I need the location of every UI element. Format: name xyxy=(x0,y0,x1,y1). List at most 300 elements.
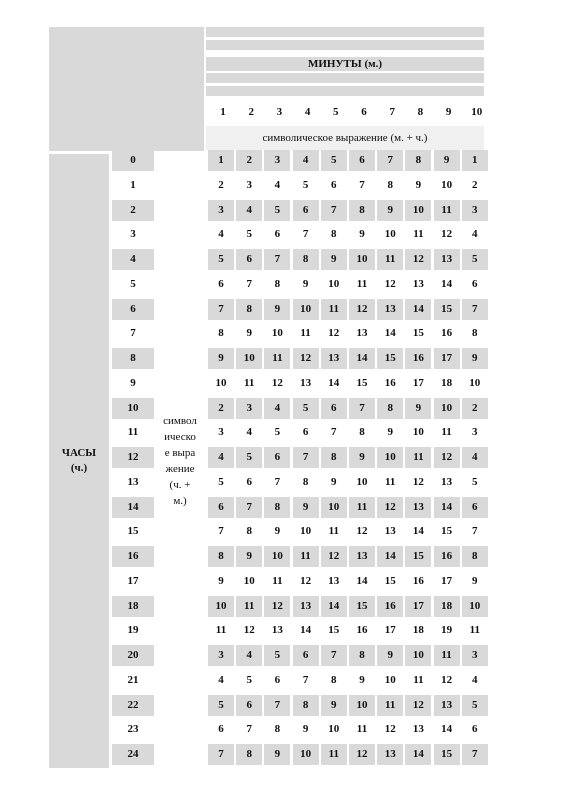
table-cell: 11 xyxy=(434,422,460,443)
hours-title-unit: (ч.) xyxy=(70,462,88,474)
table-cell: 7 xyxy=(377,150,403,171)
table-cell: 11 xyxy=(405,447,431,468)
table-cell: 10 xyxy=(462,596,488,617)
table-cell: 10 xyxy=(293,299,319,320)
table-cell: 5 xyxy=(208,249,234,270)
table-cell: 9 xyxy=(321,249,347,270)
table-cell: 12 xyxy=(293,348,319,369)
table-cell: 8 xyxy=(349,200,375,221)
table-cell: 9 xyxy=(236,323,262,344)
table-cell: 9 xyxy=(264,299,290,320)
table-cell: 14 xyxy=(349,571,375,592)
hours-symbolic-label: символическое выражение (ч. + м.) xyxy=(163,415,197,507)
table-cell: 10 xyxy=(321,497,347,518)
table-cell: 15 xyxy=(321,620,347,641)
table-cell: 13 xyxy=(321,348,347,369)
table-cell: 4 xyxy=(208,670,234,691)
table-cell: 7 xyxy=(321,645,347,666)
hour-index-cell: 18 xyxy=(112,596,154,617)
table-cell: 11 xyxy=(293,323,319,344)
table-cell: 13 xyxy=(434,249,460,270)
table-cell: 4 xyxy=(264,398,290,419)
table-cell: 9 xyxy=(462,571,488,592)
table-cell: 11 xyxy=(434,645,460,666)
table-cell: 9 xyxy=(377,422,403,443)
table-cell: 5 xyxy=(236,447,262,468)
table-cell: 10 xyxy=(462,373,488,394)
table-cell: 3 xyxy=(236,398,262,419)
hours-title-column xyxy=(49,154,109,768)
table-cell: 6 xyxy=(462,719,488,740)
table-cell: 2 xyxy=(462,398,488,419)
hour-index-cell: 13 xyxy=(112,472,154,493)
table-cell: 12 xyxy=(377,274,403,295)
hours-title xyxy=(54,446,104,476)
table-cell: 7 xyxy=(462,299,488,320)
table-cell: 6 xyxy=(264,224,290,245)
table-cell: 8 xyxy=(264,274,290,295)
table-cell: 6 xyxy=(208,274,234,295)
table-cell: 13 xyxy=(293,373,319,394)
hour-index-cell: 12 xyxy=(112,447,154,468)
table-cell: 8 xyxy=(293,472,319,493)
table-cell: 7 xyxy=(264,695,290,716)
table-cell: 12 xyxy=(405,695,431,716)
table-cell: 10 xyxy=(434,398,460,419)
minutes-symbolic-label: символическое выражение (м. + ч.) xyxy=(206,126,484,150)
table-cell: 8 xyxy=(293,695,319,716)
table-cell: 10 xyxy=(405,645,431,666)
table-cell: 13 xyxy=(405,274,431,295)
hour-index-cell: 16 xyxy=(112,546,154,567)
table-cell: 10 xyxy=(405,200,431,221)
table-cell: 11 xyxy=(293,546,319,567)
table-cell: 6 xyxy=(293,422,319,443)
hour-index-cell: 9 xyxy=(112,373,154,394)
minute-column-header: 3 xyxy=(276,106,283,118)
table-cell: 1 xyxy=(462,150,488,171)
table-cell: 10 xyxy=(321,719,347,740)
table-cell: 8 xyxy=(264,719,290,740)
table-cell: 5 xyxy=(264,422,290,443)
header-stripe xyxy=(206,73,484,83)
table-cell: 5 xyxy=(236,224,262,245)
table-cell: 5 xyxy=(293,398,319,419)
table-cell: 8 xyxy=(321,670,347,691)
table-cell: 11 xyxy=(236,373,262,394)
table-cell: 7 xyxy=(236,497,262,518)
table-cell: 8 xyxy=(208,323,234,344)
table-cell: 13 xyxy=(434,472,460,493)
table-cell: 5 xyxy=(293,175,319,196)
table-cell: 18 xyxy=(405,620,431,641)
table-cell: 4 xyxy=(236,422,262,443)
table-cell: 18 xyxy=(434,373,460,394)
minute-column-header: 5 xyxy=(333,106,339,118)
table-cell: 6 xyxy=(321,175,347,196)
table-cell: 7 xyxy=(208,299,234,320)
table-cell: 13 xyxy=(349,323,375,344)
table-cell: 7 xyxy=(236,719,262,740)
table-cell: 2 xyxy=(462,175,488,196)
table-cell: 8 xyxy=(321,447,347,468)
table-cell: 8 xyxy=(236,521,262,542)
hour-index-cell: 7 xyxy=(112,323,154,344)
hour-index-cell: 6 xyxy=(112,299,154,320)
table-cell: 8 xyxy=(293,249,319,270)
table-cell: 3 xyxy=(208,200,234,221)
table-cell: 15 xyxy=(405,546,431,567)
table-cell: 6 xyxy=(321,398,347,419)
hour-index-cell: 8 xyxy=(112,348,154,369)
table-cell: 11 xyxy=(349,497,375,518)
table-cell: 14 xyxy=(377,323,403,344)
table-cell: 11 xyxy=(377,472,403,493)
header-stripe xyxy=(206,86,484,96)
table-cell: 3 xyxy=(462,645,488,666)
table-cell: 7 xyxy=(349,175,375,196)
table-cell: 9 xyxy=(349,447,375,468)
table-cell: 10 xyxy=(377,224,403,245)
table-cell: 9 xyxy=(321,472,347,493)
table-cell: 9 xyxy=(208,348,234,369)
table-cell: 3 xyxy=(462,200,488,221)
table-cell: 16 xyxy=(405,571,431,592)
minute-column-header: 6 xyxy=(361,106,367,118)
table-cell: 5 xyxy=(462,695,488,716)
hour-index-cell: 1 xyxy=(112,175,154,196)
table-cell: 14 xyxy=(405,299,431,320)
hour-index-cell: 5 xyxy=(112,274,154,295)
table-cell: 13 xyxy=(434,695,460,716)
minute-column-header: 8 xyxy=(417,106,424,118)
table-cell: 10 xyxy=(321,274,347,295)
hour-index-cell: 20 xyxy=(112,645,154,666)
table-cell: 8 xyxy=(321,224,347,245)
hour-index-cell: 2 xyxy=(112,200,154,221)
table-cell: 4 xyxy=(462,447,488,468)
hour-index-cell: 11 xyxy=(112,422,154,443)
table-cell: 10 xyxy=(377,670,403,691)
table-cell: 14 xyxy=(434,497,460,518)
table-cell: 11 xyxy=(349,719,375,740)
table-cell: 8 xyxy=(405,150,431,171)
table-cell: 6 xyxy=(236,695,262,716)
table-cell: 5 xyxy=(236,670,262,691)
table-cell: 4 xyxy=(462,670,488,691)
hour-index-cell: 24 xyxy=(112,744,154,765)
table-cell: 11 xyxy=(264,348,290,369)
table-cell: 12 xyxy=(321,323,347,344)
table-cell: 9 xyxy=(236,546,262,567)
hour-index-cell: 19 xyxy=(112,620,154,641)
table-cell: 6 xyxy=(236,249,262,270)
hour-index-cell: 21 xyxy=(112,670,154,691)
table-cell: 11 xyxy=(405,224,431,245)
table-cell: 11 xyxy=(236,596,262,617)
minutes-header xyxy=(206,27,484,151)
table-cell: 13 xyxy=(293,596,319,617)
table-cell: 4 xyxy=(208,447,234,468)
table-cell: 8 xyxy=(349,422,375,443)
table-cell: 4 xyxy=(208,224,234,245)
table-cell: 12 xyxy=(377,497,403,518)
table-cell: 6 xyxy=(462,274,488,295)
table-cell: 11 xyxy=(264,571,290,592)
table-cell: 4 xyxy=(293,150,319,171)
table-cell: 7 xyxy=(293,447,319,468)
table-cell: 15 xyxy=(377,571,403,592)
table-cell: 14 xyxy=(434,719,460,740)
table-cell: 11 xyxy=(377,249,403,270)
table-cell: 9 xyxy=(264,521,290,542)
table-cell: 10 xyxy=(405,422,431,443)
table-cell: 2 xyxy=(208,175,234,196)
header-stripe xyxy=(206,40,484,50)
table-cell: 7 xyxy=(264,472,290,493)
table-cell: 16 xyxy=(377,373,403,394)
table-cell: 9 xyxy=(208,571,234,592)
table-cell: 10 xyxy=(264,323,290,344)
table-cell: 17 xyxy=(434,571,460,592)
table-cell: 11 xyxy=(377,695,403,716)
hours-title-line: ЧАСЫ xyxy=(61,447,97,459)
table-cell: 13 xyxy=(321,571,347,592)
hour-index-cell: 0 xyxy=(112,150,154,171)
table-cell: 12 xyxy=(264,596,290,617)
hour-index-cell: 10 xyxy=(112,398,154,419)
table-cell: 5 xyxy=(462,249,488,270)
table-cell: 8 xyxy=(462,323,488,344)
table-cell: 11 xyxy=(434,200,460,221)
minutes-number-row xyxy=(206,100,484,124)
table-cell: 17 xyxy=(434,348,460,369)
table-cell: 15 xyxy=(434,744,460,765)
table-cell: 4 xyxy=(236,200,262,221)
table-cell: 9 xyxy=(293,719,319,740)
table-cell: 9 xyxy=(293,497,319,518)
minute-column-header: 2 xyxy=(248,106,254,118)
table-cell: 6 xyxy=(236,472,262,493)
table-cell: 11 xyxy=(462,620,488,641)
table-cell: 5 xyxy=(264,645,290,666)
table-cell: 7 xyxy=(321,422,347,443)
table-cell: 10 xyxy=(349,249,375,270)
table-cell: 12 xyxy=(264,373,290,394)
table-cell: 10 xyxy=(236,348,262,369)
table-cell: 9 xyxy=(377,200,403,221)
table-cell: 3 xyxy=(236,175,262,196)
table-cell: 9 xyxy=(264,744,290,765)
table-cell: 6 xyxy=(264,670,290,691)
table-cell: 6 xyxy=(208,497,234,518)
table-cell: 7 xyxy=(208,744,234,765)
table-cell: 9 xyxy=(462,348,488,369)
table-cell: 10 xyxy=(293,521,319,542)
table-cell: 10 xyxy=(349,695,375,716)
table-cell: 11 xyxy=(208,620,234,641)
table-cell: 7 xyxy=(462,744,488,765)
table-cell: 8 xyxy=(377,175,403,196)
table-cell: 14 xyxy=(377,546,403,567)
table-cell: 11 xyxy=(349,274,375,295)
table-cell: 15 xyxy=(434,521,460,542)
table-cell: 14 xyxy=(293,620,319,641)
table-cell: 16 xyxy=(349,620,375,641)
table-cell: 16 xyxy=(434,546,460,567)
table-cell: 13 xyxy=(377,299,403,320)
table-cell: 17 xyxy=(405,596,431,617)
table-cell: 13 xyxy=(377,521,403,542)
table-cell: 14 xyxy=(321,373,347,394)
table-cell: 12 xyxy=(321,546,347,567)
hour-index-cell: 14 xyxy=(112,497,154,518)
table-cell: 10 xyxy=(236,571,262,592)
table-cell: 12 xyxy=(236,620,262,641)
table-cell: 12 xyxy=(405,472,431,493)
hour-index-cell: 23 xyxy=(112,719,154,740)
table-cell: 3 xyxy=(208,422,234,443)
hour-index-cell: 15 xyxy=(112,521,154,542)
table-cell: 4 xyxy=(264,175,290,196)
table-cell: 8 xyxy=(462,546,488,567)
table-cell: 8 xyxy=(236,744,262,765)
table-cell: 13 xyxy=(377,744,403,765)
table-cell: 17 xyxy=(377,620,403,641)
table-cell: 13 xyxy=(264,620,290,641)
table-cell: 10 xyxy=(208,373,234,394)
table-cell: 5 xyxy=(208,472,234,493)
table-cell: 9 xyxy=(349,224,375,245)
table-cell: 13 xyxy=(405,497,431,518)
table-cell: 9 xyxy=(293,274,319,295)
table-cell: 7 xyxy=(208,521,234,542)
table-cell: 8 xyxy=(349,645,375,666)
table-cell: 10 xyxy=(434,175,460,196)
table-cell: 7 xyxy=(264,249,290,270)
table-cell: 16 xyxy=(434,323,460,344)
table-cell: 1 xyxy=(208,150,234,171)
table-cell: 9 xyxy=(321,695,347,716)
table-cell: 7 xyxy=(236,274,262,295)
table-cell: 7 xyxy=(321,200,347,221)
table-cell: 6 xyxy=(349,150,375,171)
table-cell: 8 xyxy=(264,497,290,518)
minute-column-header: 10 xyxy=(471,106,483,118)
header-stripe xyxy=(206,27,484,37)
table-cell: 12 xyxy=(349,744,375,765)
table-cell: 11 xyxy=(321,744,347,765)
table-cell: 13 xyxy=(349,546,375,567)
table-cell: 7 xyxy=(462,521,488,542)
table-cell: 15 xyxy=(434,299,460,320)
table-cell: 14 xyxy=(405,521,431,542)
table-cell: 10 xyxy=(349,472,375,493)
hour-index-cell: 22 xyxy=(112,695,154,716)
table-cell: 12 xyxy=(434,670,460,691)
table-cell: 17 xyxy=(405,373,431,394)
table-cell: 12 xyxy=(405,249,431,270)
table-cell: 3 xyxy=(208,645,234,666)
table-cell: 14 xyxy=(434,274,460,295)
table-cell: 6 xyxy=(264,447,290,468)
table-cell: 10 xyxy=(293,744,319,765)
table-cell: 9 xyxy=(405,175,431,196)
minute-column-header: 9 xyxy=(445,106,452,118)
table-cell: 12 xyxy=(349,299,375,320)
table-cell: 4 xyxy=(462,224,488,245)
table-cell: 13 xyxy=(405,719,431,740)
table-cell: 15 xyxy=(349,373,375,394)
minute-column-header: 7 xyxy=(389,106,395,118)
table-cell: 6 xyxy=(208,719,234,740)
hours-symbolic-column xyxy=(156,154,204,768)
table-cell: 7 xyxy=(293,224,319,245)
table-cell: 8 xyxy=(236,299,262,320)
table-cell: 15 xyxy=(349,596,375,617)
hour-index-cell: 3 xyxy=(112,224,154,245)
minute-column-header: 4 xyxy=(304,106,311,118)
table-cell: 18 xyxy=(434,596,460,617)
table-cell: 9 xyxy=(405,398,431,419)
table-cell: 5 xyxy=(208,695,234,716)
minutes-title: МИНУТЫ (м.) xyxy=(206,57,484,71)
table-cell: 11 xyxy=(405,670,431,691)
minute-column-header: 1 xyxy=(220,106,226,118)
table-cell: 5 xyxy=(462,472,488,493)
table-cell: 8 xyxy=(208,546,234,567)
table-cell: 19 xyxy=(434,620,460,641)
table-cell: 2 xyxy=(208,398,234,419)
table-cell: 10 xyxy=(377,447,403,468)
table-cell: 12 xyxy=(349,521,375,542)
corner-block xyxy=(49,27,204,151)
table-cell: 7 xyxy=(349,398,375,419)
table-cell: 6 xyxy=(293,645,319,666)
table-cell: 6 xyxy=(293,200,319,221)
table-cell: 11 xyxy=(321,521,347,542)
table-cell: 10 xyxy=(264,546,290,567)
hour-index-cell: 17 xyxy=(112,571,154,592)
table-cell: 15 xyxy=(377,348,403,369)
table-cell: 12 xyxy=(293,571,319,592)
table-cell: 8 xyxy=(377,398,403,419)
table-cell: 5 xyxy=(264,200,290,221)
table-cell: 9 xyxy=(377,645,403,666)
table-cell: 16 xyxy=(405,348,431,369)
table-cell: 9 xyxy=(434,150,460,171)
table-cell: 12 xyxy=(434,447,460,468)
table-cell: 15 xyxy=(405,323,431,344)
table-cell: 9 xyxy=(349,670,375,691)
table-cell: 14 xyxy=(321,596,347,617)
table-cell: 14 xyxy=(405,744,431,765)
table-cell: 16 xyxy=(377,596,403,617)
table-cell: 3 xyxy=(462,422,488,443)
hour-index-cell: 4 xyxy=(112,249,154,270)
table-cell: 2 xyxy=(236,150,262,171)
table-cell: 14 xyxy=(349,348,375,369)
table-cell: 4 xyxy=(236,645,262,666)
table-cell: 3 xyxy=(264,150,290,171)
table-cell: 10 xyxy=(208,596,234,617)
table-cell: 11 xyxy=(321,299,347,320)
table-cell: 6 xyxy=(462,497,488,518)
table-cell: 5 xyxy=(321,150,347,171)
table-cell: 12 xyxy=(377,719,403,740)
table-cell: 12 xyxy=(434,224,460,245)
table-cell: 7 xyxy=(293,670,319,691)
